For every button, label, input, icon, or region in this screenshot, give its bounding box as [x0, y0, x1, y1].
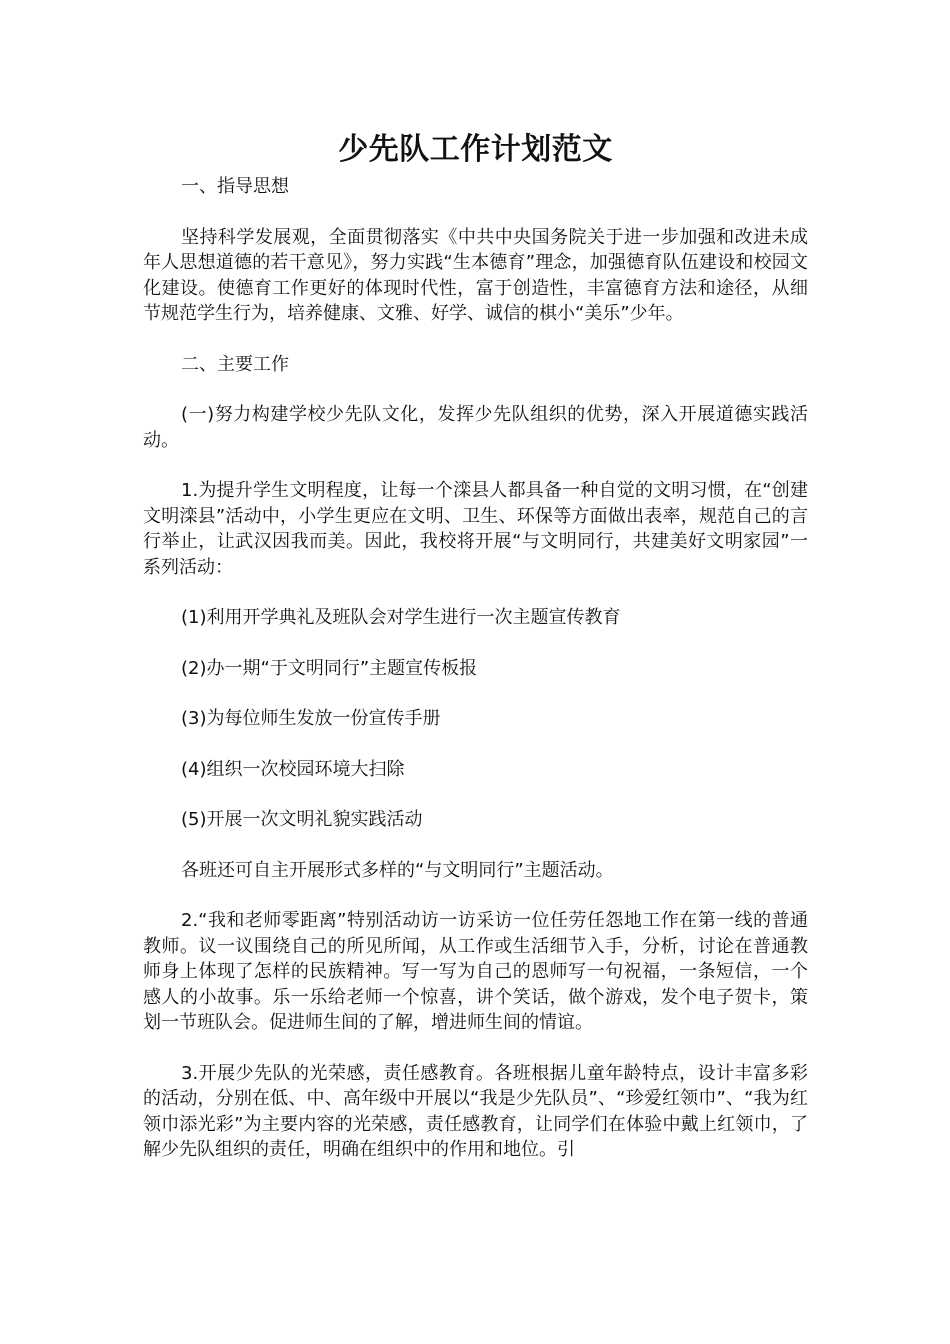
- spacer: [143, 377, 808, 402]
- paragraph: 2.“我和老师零距离”特别活动访一访采访一位任劳任怨地工作在第一线的普通教师。议一议围绕自己的所见所闻，从工作或生活细节入手，分析，讨论在普通教师身上体现了怎样的民族精神。写一写为自己的恩师写一句祝福，一条短信，一个感人的小故事。乐一乐给老师一个惊喜，讲个笑话，做个游戏，发个电子贺卡，策划一节班队会。促进师生间的了解，增进师生间的情谊。: [143, 910, 808, 1033]
- document-title: 少先队工作计划范文: [338, 132, 613, 167]
- spacer: [143, 1036, 808, 1061]
- paragraph: 1.为提升学生文明程度，让每一个滦县人都具备一种自觉的文明习惯，在“创建文明滦县”活动中，小学生更应在文明、卫生、环保等方面做出表率，规范自己的言行举止，让武汉因我而美。因此，我校将开展“与文明同行，共建美好文明家园”一系列活动：: [143, 480, 808, 578]
- spacer: [143, 580, 808, 605]
- paragraph: (一)努力构建学校少先队文化，发挥少先队组织的优势，深入开展道德实践活动。: [143, 404, 808, 451]
- list-item: (5)开展一次文明礼貌实践活动: [181, 809, 423, 830]
- spacer: [143, 200, 808, 225]
- document-page: [143, 128, 808, 1163]
- paragraph: 坚持科学发展观，全面贯彻落实《中共中央国务院关于进一步加强和改进未成年人思想道德的若干意见》，努力实践“生本德育”理念，加强德育队伍建设和校园文化建设。使德育工作更好的体现时代性，富于创造性，丰富德育方法和途径，从细节规范学生行为，培养健康、文雅、好学、诚信的棋小“美乐”少年。: [143, 226, 808, 324]
- spacer: [143, 732, 808, 757]
- list-item: (3)为每位师生发放一份宣传手册: [181, 708, 441, 729]
- list-item: (2)办一期“于文明同行”主题宣传板报: [181, 657, 478, 679]
- spacer: [143, 327, 808, 352]
- spacer: [143, 681, 808, 706]
- paragraph: 各班还可自主开展形式多样的“与文明同行”主题活动。: [181, 859, 614, 881]
- spacer: [143, 782, 808, 807]
- paragraph: 3.开展少先队的光荣感，责任感教育。各班根据儿童年龄特点，设计丰富多彩的活动，分别在低、中、高年级中开展以“我是少先队员”、“珍爱红领巾”、“我为红领巾添光彩”为主要内容的光荣感，责任感教育，让同学们在体验中戴上红领巾，了解少先队组织的责任，明确在组织中的作用和地位。引: [143, 1062, 808, 1160]
- list-item: (4)组织一次校园环境大扫除: [181, 758, 405, 780]
- section-heading: 二、主要工作: [181, 353, 289, 375]
- spacer: [143, 631, 808, 656]
- section-heading: 一、指导思想: [181, 176, 289, 197]
- spacer: [143, 453, 808, 478]
- spacer: [143, 883, 808, 908]
- spacer: [143, 833, 808, 858]
- list-item: (1)利用开学典礼及班队会对学生进行一次主题宣传教育: [181, 607, 621, 628]
